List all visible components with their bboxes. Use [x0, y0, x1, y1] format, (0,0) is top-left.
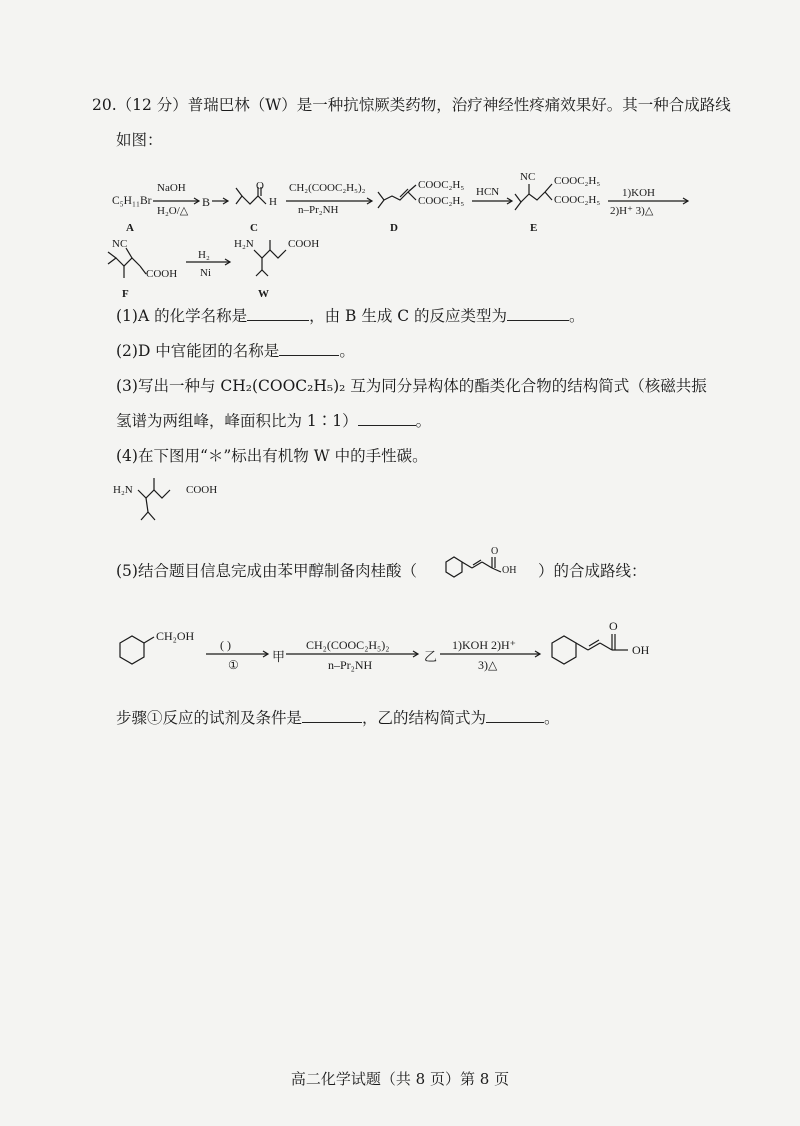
- q4-line: (4)在下图用“＊”标出有机物 W 中的手性碳。: [116, 447, 428, 465]
- q5-ask-c: 。: [544, 709, 560, 727]
- q5-intro-b: ）的合成路线：: [538, 562, 647, 580]
- compound-e-ester1: COOC₂H₅: [554, 175, 601, 187]
- q5-intermediate-jia: 甲: [272, 649, 286, 664]
- product-bond1: [576, 643, 588, 650]
- q1-text-c: 。: [569, 307, 585, 325]
- q5-ask-b: ，乙的结构简式为: [362, 709, 487, 727]
- compound-a-formula: C₅H₁₁Br: [112, 195, 152, 207]
- compound-c-oxygen: O: [256, 180, 264, 192]
- label-w: W: [258, 288, 269, 300]
- q1-text-b: ，由 B 生成 C 的反应类型为: [309, 307, 508, 325]
- q5-arrow3-reagent: 1)KOH 2)H⁺: [452, 638, 516, 652]
- label-c: C: [250, 222, 258, 234]
- ref-oxygen: O: [491, 546, 499, 557]
- compound-b-label: B: [202, 195, 211, 209]
- product-oxygen: O: [609, 619, 618, 633]
- label-f: F: [122, 288, 129, 300]
- q2-text-b: 。: [339, 342, 355, 360]
- q4-w-carboxyl: COOH: [186, 484, 218, 496]
- ref-bond2: [482, 562, 492, 568]
- q2-text-a: (2)D 中官能团的名称是: [116, 342, 280, 360]
- arrow2-condition: n–Pr₂NH: [298, 204, 339, 216]
- benzyl-ch2-bond: [144, 637, 154, 643]
- q5-ask-line: [116, 706, 560, 728]
- q1-text-a: (1)A 的化学名称是: [116, 307, 248, 325]
- label-a: A: [126, 222, 134, 234]
- q4-w-amine: H₂N: [113, 484, 133, 496]
- compound-c-hydrogen: H: [269, 196, 277, 208]
- ref-oh-bond: [492, 568, 501, 572]
- arrow5-catalyst: Ni: [200, 267, 211, 279]
- arrow4-reagent: 1)KOH: [622, 187, 655, 199]
- compound-f-nitrile: NC: [112, 238, 128, 250]
- q5-answer-blank-a[interactable]: [302, 708, 362, 723]
- label-d: D: [390, 222, 398, 234]
- ref-bond1: [462, 562, 472, 568]
- product-benzene-ring: [552, 636, 576, 664]
- compound-d-ester1: COOC₂H₅: [418, 179, 465, 191]
- ref-double2: [473, 560, 481, 565]
- ref-benzene-ring: [446, 557, 462, 577]
- compound-w-amine: H₂N: [234, 238, 254, 250]
- arrow5-reagent: H₂: [198, 249, 210, 261]
- q3-line1: (3)写出一种与 CH₂(COOC₂H₅)₂ 互为同分异构体的酯类化合物的结构简式（核磁共振: [116, 377, 707, 395]
- q5-arrow2-reagent: CH₂(COOC₂H₅)₂: [306, 638, 390, 652]
- benzyl-alcohol-ring: [120, 636, 144, 664]
- arrow1-condition: H₂O/△: [157, 205, 189, 217]
- question-stem-line1: 20.（12 分）普瑞巴林（W）是一种抗惊厥类药物，治疗神经性疼痛效果好。其一种合成路线: [92, 96, 731, 114]
- q3-text-b: 。: [415, 412, 432, 430]
- q5-intro-a: (5)结合题目信息完成由苯甲醇制备肉桂酸（: [116, 562, 417, 580]
- label-e: E: [530, 222, 538, 234]
- ref-hydroxyl: OH: [502, 565, 517, 576]
- arrow1-reagent: NaOH: [157, 182, 186, 194]
- question-stem-line2: 如图：: [116, 131, 163, 149]
- benzyl-alcohol-group: CH₂OH: [156, 629, 195, 643]
- compound-d-ester2: COOC₂H₅: [418, 195, 465, 207]
- q5-arrow2-condition: n–Pr₂NH: [328, 658, 373, 672]
- q3-text-a: 氢谱为两组峰，峰面积比为 1∶1）: [116, 412, 358, 430]
- product-double1: [588, 643, 600, 650]
- compound-e-ester2: COOC₂H₅: [554, 194, 601, 206]
- compound-e-nitrile: NC: [520, 171, 536, 183]
- arrow3-reagent: HCN: [476, 186, 500, 198]
- product-hydroxyl: OH: [632, 643, 650, 657]
- compound-f-carboxyl: COOH: [146, 268, 178, 280]
- arrow2-reagent: CH₂(COOC₂H₅)₂: [289, 182, 366, 194]
- q5-arrow1-blank[interactable]: ( ): [220, 638, 231, 652]
- q5-ask-a: 步骤①反应的试剂及条件是: [116, 709, 303, 727]
- q5-answer-blank-b[interactable]: [486, 708, 544, 723]
- page-footer: 高二化学试题（共 8 页）第 8 页: [290, 1070, 510, 1088]
- q5-step1-marker: ①: [228, 658, 239, 672]
- compound-w-carboxyl: COOH: [288, 238, 320, 250]
- arrow4-condition: 2)H⁺ 3)△: [610, 205, 654, 217]
- product-bond2: [600, 643, 612, 650]
- q5-arrow3-condition: 3)△: [478, 658, 498, 672]
- q5-intermediate-yi: 乙: [424, 649, 438, 664]
